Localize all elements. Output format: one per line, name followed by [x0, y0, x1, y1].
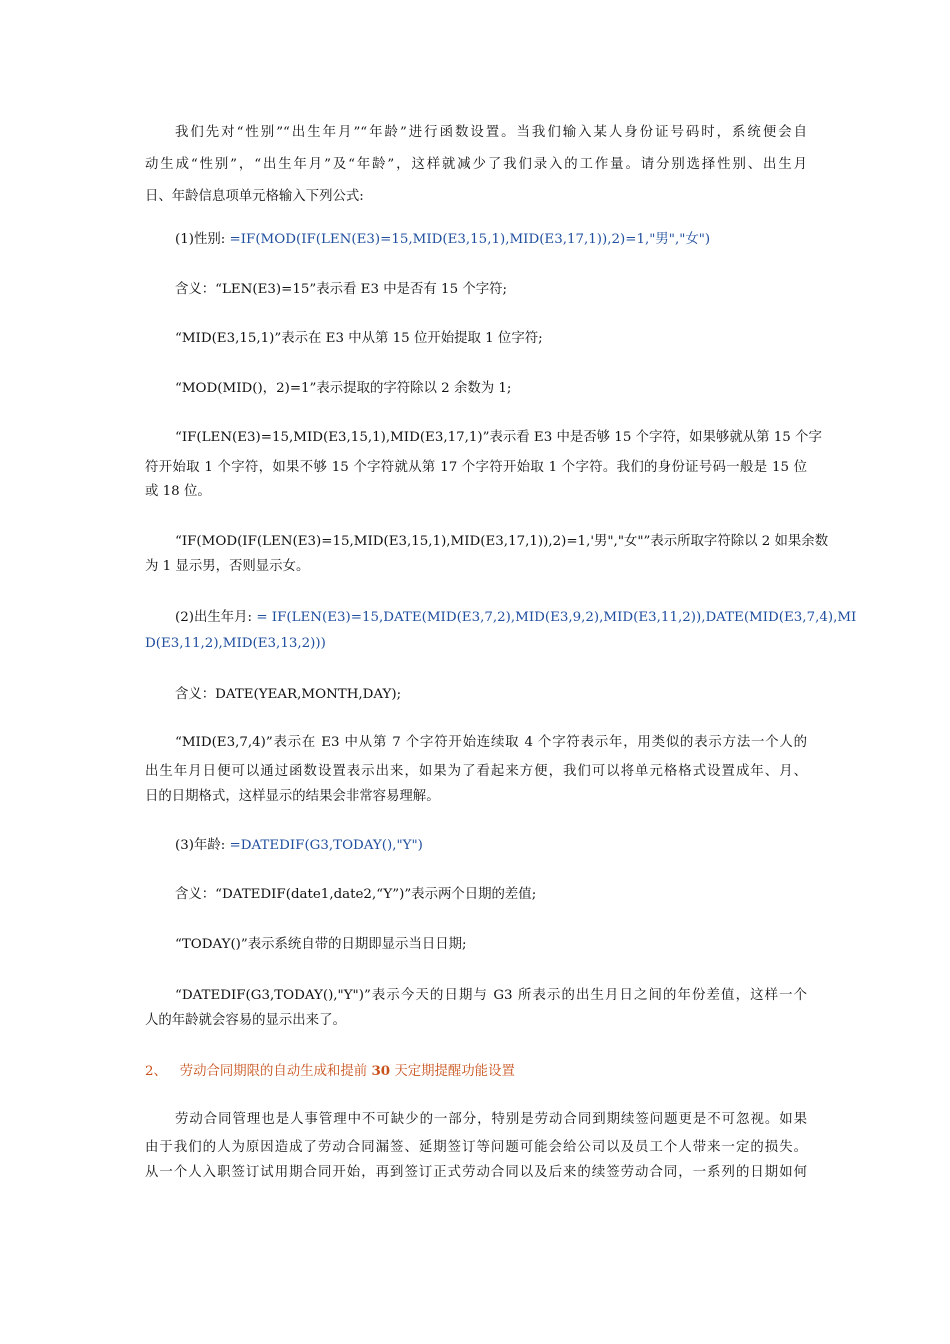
- gender-formula-line: [175, 230, 837, 250]
- birth-formula-part-1: = IF(LEN(E3)=15,DATE(MID(E3,7,2),MID(E3,9,2),MID(E3,11,2)),DATE(MID(E3,7,4),MI: [256, 610, 857, 625]
- section-2-title-b: 天定期提醒功能设置: [390, 1064, 515, 1079]
- gender-meaning-1: 含义：“LEN(E3)=15”表示看 E3 中是否有 15 个字符;: [175, 282, 508, 297]
- birth-meaning-2-line-2: 出生年月日便可以通过函数设置表示出来，如果为了看起来方便，我们可以将单元格格式设置成年、月、: [145, 764, 807, 779]
- gender-meaning-4-line-1: “IF(LEN(E3)=15,MID(E3,15,1),MID(E3,17,1)”表示看 E3 中是否够 15 个字符，如果够就从第 15 个字: [175, 430, 822, 445]
- gender-meaning-5-line-2: 为 1 显示男，否则显示女。: [145, 559, 310, 574]
- section-2-heading: [145, 1061, 807, 1082]
- birth-meaning-2-line-3: 日的日期格式，这样显示的结果会非常容易理解。: [145, 789, 440, 804]
- age-formula-line: [175, 836, 837, 856]
- birth-label: (2)出生年月:: [175, 610, 257, 625]
- age-meaning-1: 含义：“DATEDIF(date1,date2,“Y”)”表示两个日期的差值;: [175, 887, 537, 902]
- gender-meaning-4-line-2: 符开始取 1 个字符，如果不够 15 个字符就从第 17 个字符开始取 1 个字符。我们的身份证号码一般是 15 位: [145, 460, 807, 475]
- gender-meaning-3: “MOD(MID()，2)=1”表示提取的字符除以 2 余数为 1;: [175, 381, 512, 396]
- birth-meaning-1: 含义：DATE(YEAR,MONTH,DAY);: [175, 687, 402, 702]
- contract-line-3: 从一个人入职签订试用期合同开始，再到签订正式劳动合同以及后来的续签劳动合同，一系列的日期如何: [145, 1165, 807, 1180]
- section-2-title-a: 劳动合同期限的自动生成和提前: [179, 1064, 372, 1079]
- gender-meaning-5-line-1: “IF(MOD(IF(LEN(E3)=15,MID(E3,15,1),MID(E3,17,1)),2)=1,'男","女"”表示所取字符除以 2 如果余数: [175, 534, 829, 549]
- age-meaning-3-line-2: 人的年龄就会容易的显示出来了。: [145, 1013, 346, 1028]
- section-2-title-number: 30: [371, 1063, 391, 1079]
- age-formula: =DATEDIF(G3,TODAY(),"Y"): [229, 838, 423, 853]
- age-meaning-3-line-1: “DATEDIF(G3,TODAY(),"Y")”表示今天的日期与 G3 所表示的出生月日之间的年份差值，这样一个: [175, 988, 807, 1003]
- contract-line-2: 由于我们的人为原因造成了劳动合同漏签、延期签订等问题可能会给公司以及员工个人带来一定的损失。: [145, 1140, 807, 1155]
- intro-line-1: 我们先对“性别”“出生年月”“年龄”进行函数设置。当我们输入某人身份证号码时，系统便会自: [175, 125, 807, 140]
- gender-meaning-2: “MID(E3,15,1)”表示在 E3 中从第 15 位开始提取 1 位字符;: [175, 331, 543, 346]
- gender-meaning-4-line-3: 或 18 位。: [145, 484, 211, 499]
- intro-line-2: 动生成“性别”，“出生年月”及“年龄”，这样就减少了我们录入的工作量。请分别选择性别、出生月: [145, 157, 807, 172]
- contract-line-1: 劳动合同管理也是人事管理中不可缺少的一部分，特别是劳动合同到期续签问题更是不可忽视。如果: [175, 1112, 807, 1127]
- birth-formula-line-1: [175, 608, 857, 628]
- intro-line-3: 日、年龄信息项单元格输入下列公式:: [145, 189, 364, 204]
- gender-formula: =IF(MOD(IF(LEN(E3)=15,MID(E3,15,1),MID(E3,17,1)),2)=1,"男","女"): [229, 232, 711, 247]
- section-2-number: 2、: [145, 1064, 167, 1079]
- gender-label: (1)性别:: [175, 232, 230, 247]
- birth-formula-line-2: D(E3,11,2),MID(E3,13,2))): [145, 636, 326, 651]
- age-meaning-2: “TODAY()”表示系统自带的日期即显示当日日期;: [175, 937, 467, 952]
- birth-meaning-2-line-1: “MID(E3,7,4)”表示在 E3 中从第 7 个字符开始连续取 4 个字符表示年，用类似的表示方法一个人的: [175, 735, 807, 750]
- age-label: (3)年龄:: [175, 838, 230, 853]
